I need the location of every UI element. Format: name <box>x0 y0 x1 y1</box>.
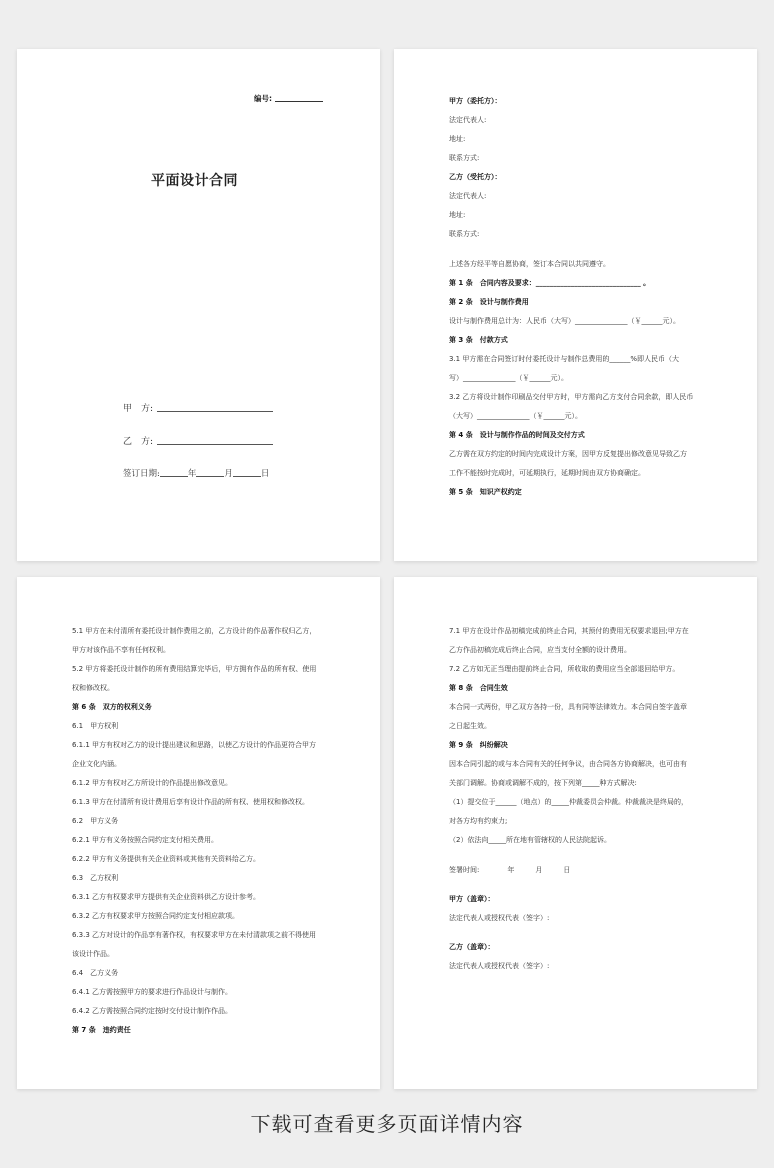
text-line: 6.4.1 乙方需按照甲方的要求进行作品设计与制作。 <box>72 988 233 996</box>
text-line: 6.2.1 甲方有义务按照合同约定支付相关费用。 <box>72 836 219 844</box>
date-month: 月 <box>224 469 233 479</box>
party-b-heading: 乙方（受托方）： <box>449 173 502 181</box>
text-line: 7.1 甲方在设计作品初稿完成前终止合同，其预付的费用无权要求退回;甲方在 <box>449 627 689 635</box>
text-line: 对各方均有约束力; <box>449 817 508 825</box>
text-line: 地址: <box>449 135 466 143</box>
text-line: 5.2 甲方将委托设计制作的所有费用结算完毕后，甲方拥有作品的所有权、使用 <box>72 665 317 673</box>
month-blank <box>196 476 224 477</box>
party-a-label: 甲 方: <box>123 404 154 414</box>
contract-number-blank <box>275 101 323 102</box>
text-line: 6.2.2 甲方有义务提供有关企业资料或其他有关资料给乙方。 <box>72 855 261 863</box>
text-line: 联系方式: <box>449 154 480 162</box>
text-line: （大写）_______________（￥______元）。 <box>449 412 582 420</box>
cover-page <box>17 49 380 561</box>
article-heading: 第 9 条 纠纷解决 <box>449 741 508 749</box>
text-line: 因本合同引起的或与本合同有关的任何争议，由合同各方协商解决，也可由有 <box>449 760 687 768</box>
text-line: 乙方需在双方约定的时间内完成设计方案，因甲方反复提出修改意见导致乙方 <box>449 450 687 458</box>
party-a-seal: 甲方（盖章）： <box>449 895 495 903</box>
party-a-heading: 甲方（委托方）： <box>449 97 502 105</box>
text-line: 该设计作品。 <box>72 950 114 958</box>
contract-page-4 <box>394 577 757 1089</box>
party-b-signature: 法定代表人或授权代表（签字）: <box>449 962 550 970</box>
contract-page-3 <box>17 577 380 1089</box>
contract-number-field <box>254 93 323 104</box>
text-line: 6.2 甲方义务 <box>72 817 119 825</box>
text-line: 6.3.1 乙方有权要求甲方提供有关企业资料供乙方设计参考。 <box>72 893 261 901</box>
text-line: 法定代表人: <box>449 192 487 200</box>
text-line: 上述各方经平等自愿协商，签订本合同以共同遵守。 <box>449 260 610 268</box>
signing-time: 签署时间: 年 月 日 <box>449 866 571 874</box>
article-heading: 第 7 条 违约责任 <box>72 1026 131 1034</box>
contract-number-label: 编号: <box>254 94 272 103</box>
text-line: 6.1.2 甲方有权对乙方所设计的作品提出修改意见。 <box>72 779 233 787</box>
party-a-blank <box>157 411 273 412</box>
text-line: 写）_______________（￥______元）。 <box>449 374 568 382</box>
text-line: 6.1.3 甲方在付清所有设计费用后享有设计作品的所有权、使用权和修改权。 <box>72 798 310 806</box>
text-line: 甲方对该作品不享有任何权利。 <box>72 646 170 654</box>
document-title: 平面设计合同 <box>151 173 238 189</box>
text-line: 设计与制作费用总计为：人民币（大写）_______________（￥______元）。 <box>449 317 680 325</box>
text-line: 7.2 乙方如无正当理由提前终止合同，所收取的费用应当全部退回给甲方。 <box>449 665 680 673</box>
signing-date <box>123 467 269 479</box>
party-b-blank <box>157 444 273 445</box>
text-line: 本合同一式两份，甲乙双方各持一份，具有同等法律效力。本合同自签字盖章 <box>449 703 687 711</box>
text-line: （2）依法向_____所在地有管辖权的人民法院起诉。 <box>449 836 611 844</box>
party-b-label: 乙 方: <box>123 437 154 447</box>
text-line: 6.3.3 乙方对设计的作品享有著作权，有权要求甲方在未付清款项之前不得使用 <box>72 931 317 939</box>
article-heading: 第 8 条 合同生效 <box>449 684 508 692</box>
text-line: 权和修改权。 <box>72 684 114 692</box>
text-line: 6.3 乙方权利 <box>72 874 119 882</box>
article-heading: 第 5 条 知识产权约定 <box>449 488 522 496</box>
text-line: 法定代表人: <box>449 116 487 124</box>
text-line: （1）提交位于______（地点）的_____仲裁委员会仲裁。仲裁裁决是终局的， <box>449 798 688 806</box>
text-line: 联系方式: <box>449 230 480 238</box>
text-line: 地址: <box>449 211 466 219</box>
text-line: 5.1 甲方在未付清所有委托设计制作费用之前，乙方设计的作品著作权归乙方， <box>72 627 317 635</box>
year-blank <box>160 476 188 477</box>
article-heading: 第 1 条 合同内容及要求：______________________________ 。 <box>449 279 651 287</box>
article-heading: 第 3 条 付款方式 <box>449 336 508 344</box>
party-b-seal: 乙方（盖章）： <box>449 943 495 951</box>
article-heading: 第 6 条 双方的权利义务 <box>72 703 152 711</box>
text-line: 工作不能按时完成时，可延期执行，延期时间由双方协商确定。 <box>449 469 645 477</box>
cover-party-a <box>123 401 273 414</box>
date-year: 年 <box>187 469 197 479</box>
text-line: 关部门调解。协商或调解不成的，按下列第_____种方式解决: <box>449 779 637 787</box>
text-line: 6.1.1 甲方有权对乙方的设计提出建议和思路，以使乙方设计的作品更符合甲方 <box>72 741 317 749</box>
text-line: 6.4.2 乙方需按照合同约定按时交付设计制作作品。 <box>72 1007 233 1015</box>
text-line: 6.4 乙方义务 <box>72 969 119 977</box>
date-day: 日 <box>260 469 270 479</box>
day-blank <box>233 476 261 477</box>
text-line: 6.3.2 乙方有权要求甲方按照合同约定支付相应款项。 <box>72 912 240 920</box>
text-line: 3.2 乙方将设计制作印刷品交付甲方时，甲方需向乙方支付合同余款，即人民币 <box>449 393 694 401</box>
article-heading: 第 2 条 设计与制作费用 <box>449 298 529 306</box>
text-line: 之日起生效。 <box>449 722 491 730</box>
contract-page-2 <box>394 49 757 561</box>
cover-party-b <box>123 434 273 447</box>
download-prompt: 下载可查看更多页面详情内容 <box>250 1112 524 1136</box>
text-line: 乙方作品初稿完成后终止合同，应当支付全额的设计费用。 <box>449 646 631 654</box>
text-line: 3.1 甲方需在合同签订时付委托设计与制作总费用的______%即人民币（大 <box>449 355 680 363</box>
article-heading: 第 4 条 设计与制作作品的时间及交付方式 <box>449 431 585 439</box>
text-line: 企业文化内涵。 <box>72 760 121 768</box>
text-line: 6.1 甲方权利 <box>72 722 119 730</box>
date-label: 签订日期: <box>123 469 160 479</box>
party-a-signature: 法定代表人或授权代表（签字）: <box>449 914 550 922</box>
